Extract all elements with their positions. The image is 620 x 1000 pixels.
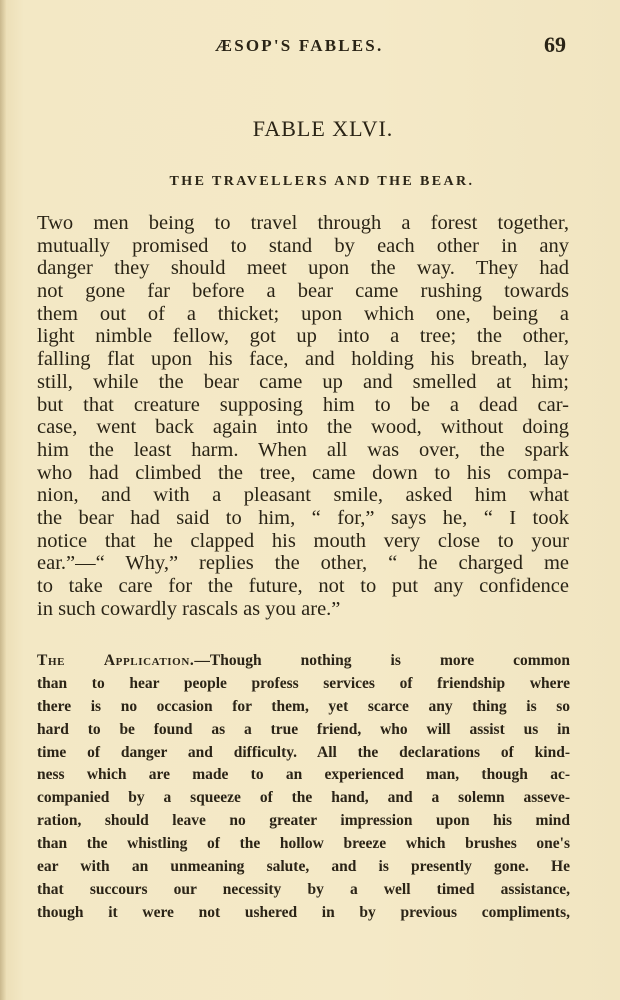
application-line: there is no occasion for them, yet scarce any thing is so bbox=[37, 697, 570, 715]
fable-text bbox=[37, 212, 569, 620]
application-line: ness which are made to an experienced man, though ac- bbox=[37, 766, 570, 784]
page-edge-shadow bbox=[0, 0, 6, 1000]
application-line: ration, should leave no greater impression upon his mind bbox=[37, 812, 570, 830]
fable-line: notice that he clapped his mouth very close to your bbox=[37, 529, 569, 552]
fable-line: not gone far before a bear came rushing towards bbox=[37, 280, 569, 303]
fable-line: Two men being to travel through a forest together, bbox=[37, 212, 569, 234]
application-text bbox=[37, 650, 570, 925]
page-number: 69 bbox=[544, 32, 566, 57]
application-line: companied by a squeeze of the hand, and a solemn asseve- bbox=[37, 789, 570, 807]
fable-line: mutually promised to stand by each other in any bbox=[37, 234, 569, 257]
fable-line: ear.”—“ Why,” replies the other, “ he charged me bbox=[37, 552, 569, 575]
fable-line: still, while the bear came up and smelled at him; bbox=[37, 370, 569, 393]
fable-line: to take care for the future, not to put any confidence bbox=[37, 575, 569, 597]
fable-line: them out of a thicket; upon which one, being a bbox=[37, 302, 569, 325]
application-line: though it were not ushered in by previous compliments, bbox=[37, 903, 570, 921]
application-line: time of danger and difficulty. All the declarations of kind- bbox=[37, 743, 570, 761]
application-line: hard to be found as a true friend, who will assist us in bbox=[37, 720, 570, 738]
fable-line: falling flat upon his face, and holding his breath, lay bbox=[37, 348, 569, 371]
application-line: ear with an unmeaning salute, and is presently gone. He bbox=[37, 858, 570, 876]
fable-line: who had climbed the tree, came down to his compa- bbox=[37, 461, 569, 484]
running-title: ÆSOP'S FABLES. bbox=[215, 36, 384, 55]
fable-line: him the least harm. When all was over, the spark bbox=[37, 438, 569, 461]
application-line: than to hear people profess services of friendship where bbox=[37, 674, 570, 692]
fable-line: light nimble fellow, got up into a tree; the other, bbox=[37, 325, 569, 348]
fable-line: danger they should meet upon the way. They had bbox=[37, 257, 569, 280]
application-heading: The Application. bbox=[37, 652, 195, 669]
fable-line: the bear had said to him, “ for,” says he, “ I took bbox=[37, 506, 569, 529]
fable-line: in such cowardly rascals as you are.” bbox=[37, 597, 341, 620]
fable-line: case, went back again into the wood, without doing bbox=[37, 416, 569, 439]
application-line: than the whistling of the hollow breeze which brushes one's bbox=[37, 835, 570, 853]
running-head bbox=[0, 32, 620, 60]
fable-line: but that creature supposing him to be a dead car- bbox=[37, 393, 569, 416]
fable-line: nion, and with a pleasant smile, asked him what bbox=[37, 484, 569, 507]
application-line: that succours our necessity by a well timed assistance, bbox=[37, 880, 570, 898]
fable-number: FABLE XLVI. bbox=[252, 116, 394, 141]
application-first-line-rest: —Though nothing is more common bbox=[194, 652, 570, 669]
fable-title: THE TRAVELLERS AND THE BEAR. bbox=[169, 174, 475, 189]
application-first-line bbox=[37, 650, 570, 673]
